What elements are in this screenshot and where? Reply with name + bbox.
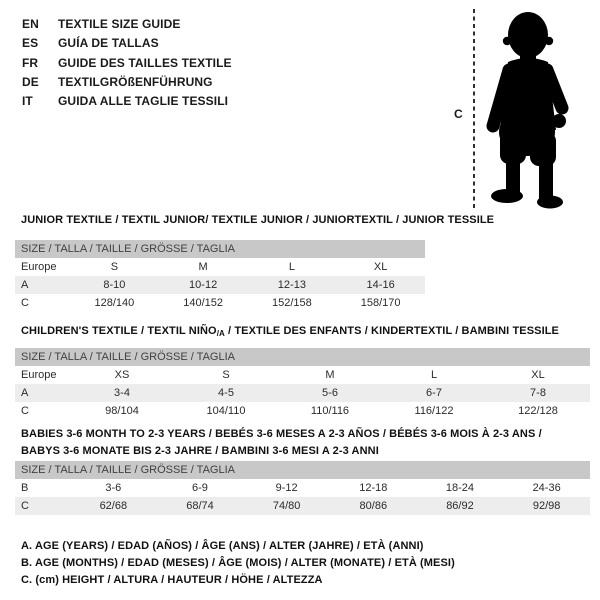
size-cell: M: [198, 261, 208, 273]
age-cell: 6-9: [192, 482, 208, 494]
age-cell: 6-7: [426, 387, 442, 399]
footnote-c: C. (cm) HEIGHT / ALTURA / HAUTEUR / HÖHE / ALTEZZA: [21, 574, 323, 587]
height-cell: 104/110: [206, 405, 246, 417]
babies-size-table: [15, 461, 590, 515]
height-cell: 92/98: [532, 500, 561, 512]
language-code: IT: [22, 94, 33, 109]
height-cell: 98/104: [105, 405, 139, 417]
size-cell: L: [430, 369, 438, 381]
size-cell: XL: [373, 261, 388, 273]
table-row-europe: [15, 258, 425, 276]
size-bar-label: SIZE / TALLA / TAILLE / GRÖSSE / TAGLIA: [15, 348, 590, 366]
size-bar-label: SIZE / TALLA / TAILLE / GRÖSSE / TAGLIA: [15, 461, 590, 479]
language-title: GUIDE DES TAILLES TEXTILE: [58, 55, 232, 70]
table-row-height: [15, 497, 590, 515]
age-cell: 12-18: [359, 482, 388, 494]
table-row-age-months: [15, 479, 590, 497]
size-cell: XS: [114, 369, 130, 381]
age-cell: 4-5: [218, 387, 234, 399]
language-code: ES: [22, 36, 39, 51]
size-cell: S: [110, 261, 119, 273]
table-row-height: [15, 402, 590, 420]
height-cell: 116/122: [414, 405, 454, 417]
junior-size-table: [15, 240, 425, 312]
language-title: TEXTILE SIZE GUIDE: [58, 17, 181, 31]
language-row: [22, 92, 232, 111]
height-measure-dashed-line: [473, 9, 475, 208]
language-row: [22, 73, 232, 92]
title-part-subscript: /A: [216, 329, 225, 338]
age-cell: 7-8: [530, 387, 546, 399]
age-cell: 10-12: [189, 279, 218, 291]
language-title: GUÍA DE TALLAS: [58, 36, 159, 51]
height-cell: 80/86: [359, 500, 388, 512]
row-label: B: [21, 482, 29, 494]
language-code: DE: [22, 74, 39, 89]
language-title: TEXTILGRÖßENFÜHRUNG: [58, 74, 213, 89]
junior-table: [15, 258, 425, 312]
size-cell: XL: [531, 369, 545, 381]
language-code: FR: [22, 55, 39, 70]
size-cell: S: [222, 369, 230, 381]
age-cell: 8-10: [103, 279, 126, 291]
language-row: [22, 15, 232, 34]
section-title-junior: JUNIOR TEXTILE / TEXTIL JUNIOR/ TEXTILE JUNIOR / JUNIORTEXTIL / JUNIOR TESSILE: [21, 214, 495, 226]
height-cell: 68/74: [186, 500, 214, 512]
row-label: C: [21, 297, 29, 309]
age-cell: 3-4: [114, 387, 130, 399]
title-line: BABIES 3-6 MONTH TO 2-3 YEARS / BEBÉS 3-6 MESES A 2-3 AÑOS / BÉBÉS 3-6 MOIS À 2-3 ANS /: [21, 428, 542, 440]
height-cell: 86/92: [446, 500, 474, 512]
row-label: A: [21, 279, 29, 291]
children-table: [15, 366, 590, 420]
age-cell: 12-13: [277, 279, 306, 291]
babies-table: [15, 479, 590, 515]
table-row-height: [15, 294, 425, 312]
height-cell: 158/170: [360, 297, 401, 309]
size-cell: L: [288, 261, 295, 273]
language-title-list: [22, 15, 232, 111]
row-label: C: [21, 405, 29, 417]
footnote-b: B. AGE (MONTHS) / EDAD (MESES) / ÂGE (MOIS) / ALTER (MONATE) / ETÀ (MESI): [21, 557, 455, 570]
size-cell: M: [325, 369, 335, 381]
row-label: C: [21, 500, 29, 512]
height-measure-label: C: [454, 107, 463, 121]
section-title-babies: [21, 426, 542, 460]
children-size-table: [15, 348, 590, 420]
age-cell: 3-6: [105, 482, 122, 494]
language-title: GUIDA ALLE TAGLIE TESSILI: [58, 94, 229, 109]
baby-silhouette-icon: [482, 10, 574, 210]
table-row-age: [15, 276, 425, 294]
footnote-a: A. AGE (YEARS) / EDAD (AÑOS) / ÂGE (ANS) / ALTER (JAHRE) / ETÀ (ANNI): [21, 540, 424, 552]
row-label: A: [21, 387, 29, 399]
table-row-age: [15, 384, 590, 402]
age-cell: 5-6: [322, 387, 338, 399]
footnote-legend: [21, 538, 455, 590]
age-cell: 14-16: [366, 279, 395, 291]
table-row-europe: [15, 366, 590, 384]
age-cell: 9-12: [275, 482, 298, 494]
row-label: Europe: [21, 369, 57, 381]
height-cell: 74/80: [272, 500, 301, 512]
language-code: EN: [22, 17, 39, 31]
title-part: CHILDREN'S TEXTILE / TEXTIL NIÑO: [21, 325, 217, 337]
title-line: BABYS 3-6 MONATE BIS 2-3 JAHRE / BAMBINI 3-6 MESI A 2-3 ANNI: [21, 445, 379, 457]
row-label: Europe: [21, 261, 57, 273]
section-title-children: [21, 325, 559, 338]
height-cell: 128/140: [94, 297, 135, 309]
height-cell: 122/128: [518, 405, 558, 417]
height-cell: 152/158: [271, 297, 312, 309]
size-bar-label: SIZE / TALLA / TAILLE / GRÖSSE / TAGLIA: [15, 240, 425, 258]
height-cell: 110/116: [310, 405, 350, 417]
height-cell: 62/68: [99, 500, 128, 512]
language-row: [22, 54, 232, 73]
age-cell: 24-36: [532, 482, 561, 494]
title-part: / TEXTILE DES ENFANTS / KINDERTEXTIL / BAMBINI TESSILE: [224, 325, 559, 337]
age-cell: 18-24: [445, 482, 475, 494]
height-cell: 140/152: [183, 297, 223, 309]
language-row: [22, 34, 232, 53]
